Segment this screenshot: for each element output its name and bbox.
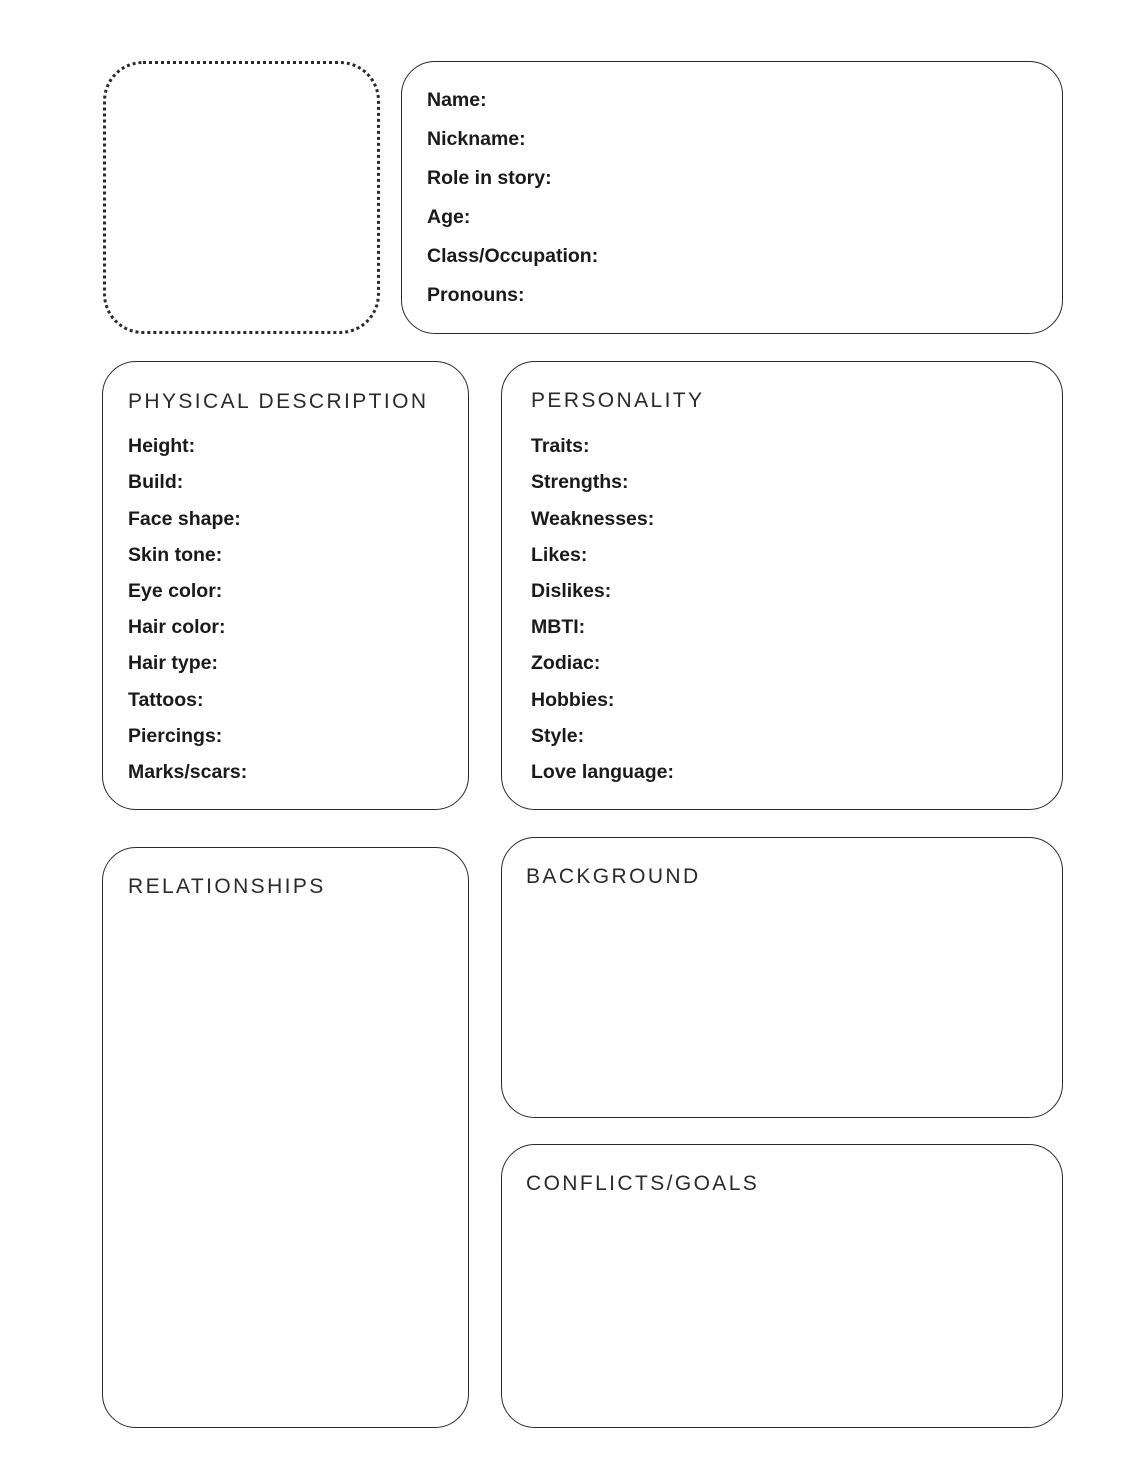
dislikes-field-label: Dislikes: xyxy=(531,580,612,602)
marks-scars-field-label: Marks/scars: xyxy=(128,761,248,783)
tattoos-field-label: Tattoos: xyxy=(128,689,204,711)
occupation-field-label: Class/Occupation: xyxy=(427,245,599,267)
hobbies-field-label: Hobbies: xyxy=(531,689,615,711)
height-field-label: Height: xyxy=(128,435,196,457)
weaknesses-field-label: Weaknesses: xyxy=(531,508,655,530)
identity-section xyxy=(401,61,1063,334)
background-heading: BACKGROUND xyxy=(526,865,701,888)
age-field-label: Age: xyxy=(427,206,471,228)
love-language-field-label: Love language: xyxy=(531,761,675,783)
role-field-label: Role in story: xyxy=(427,167,552,189)
physical-description-section xyxy=(102,361,469,810)
skin-tone-field-label: Skin tone: xyxy=(128,544,223,566)
mbti-field-label: MBTI: xyxy=(531,616,586,638)
hair-color-field-label: Hair color: xyxy=(128,616,226,638)
face-shape-field-label: Face shape: xyxy=(128,508,241,530)
build-field-label: Build: xyxy=(128,471,184,493)
zodiac-field-label: Zodiac: xyxy=(531,652,601,674)
conflicts-goals-heading: CONFLICTS/GOALS xyxy=(526,1172,760,1195)
background-section[interactable] xyxy=(501,837,1063,1118)
traits-field-label: Traits: xyxy=(531,435,590,457)
pronouns-field-label: Pronouns: xyxy=(427,284,525,306)
photo-placeholder[interactable] xyxy=(103,61,380,334)
conflicts-goals-section[interactable] xyxy=(501,1144,1063,1428)
relationships-heading: RELATIONSHIPS xyxy=(128,875,326,898)
hair-type-field-label: Hair type: xyxy=(128,652,218,674)
style-field-label: Style: xyxy=(531,725,585,747)
relationships-section[interactable] xyxy=(102,847,469,1428)
personality-heading: PERSONALITY xyxy=(531,389,705,412)
name-field-label: Name: xyxy=(427,89,487,111)
strengths-field-label: Strengths: xyxy=(531,471,629,493)
piercings-field-label: Piercings: xyxy=(128,725,223,747)
personality-section xyxy=(501,361,1063,810)
physical-description-heading: PHYSICAL DESCRIPTION xyxy=(128,390,429,413)
likes-field-label: Likes: xyxy=(531,544,588,566)
nickname-field-label: Nickname: xyxy=(427,128,526,150)
eye-color-field-label: Eye color: xyxy=(128,580,223,602)
